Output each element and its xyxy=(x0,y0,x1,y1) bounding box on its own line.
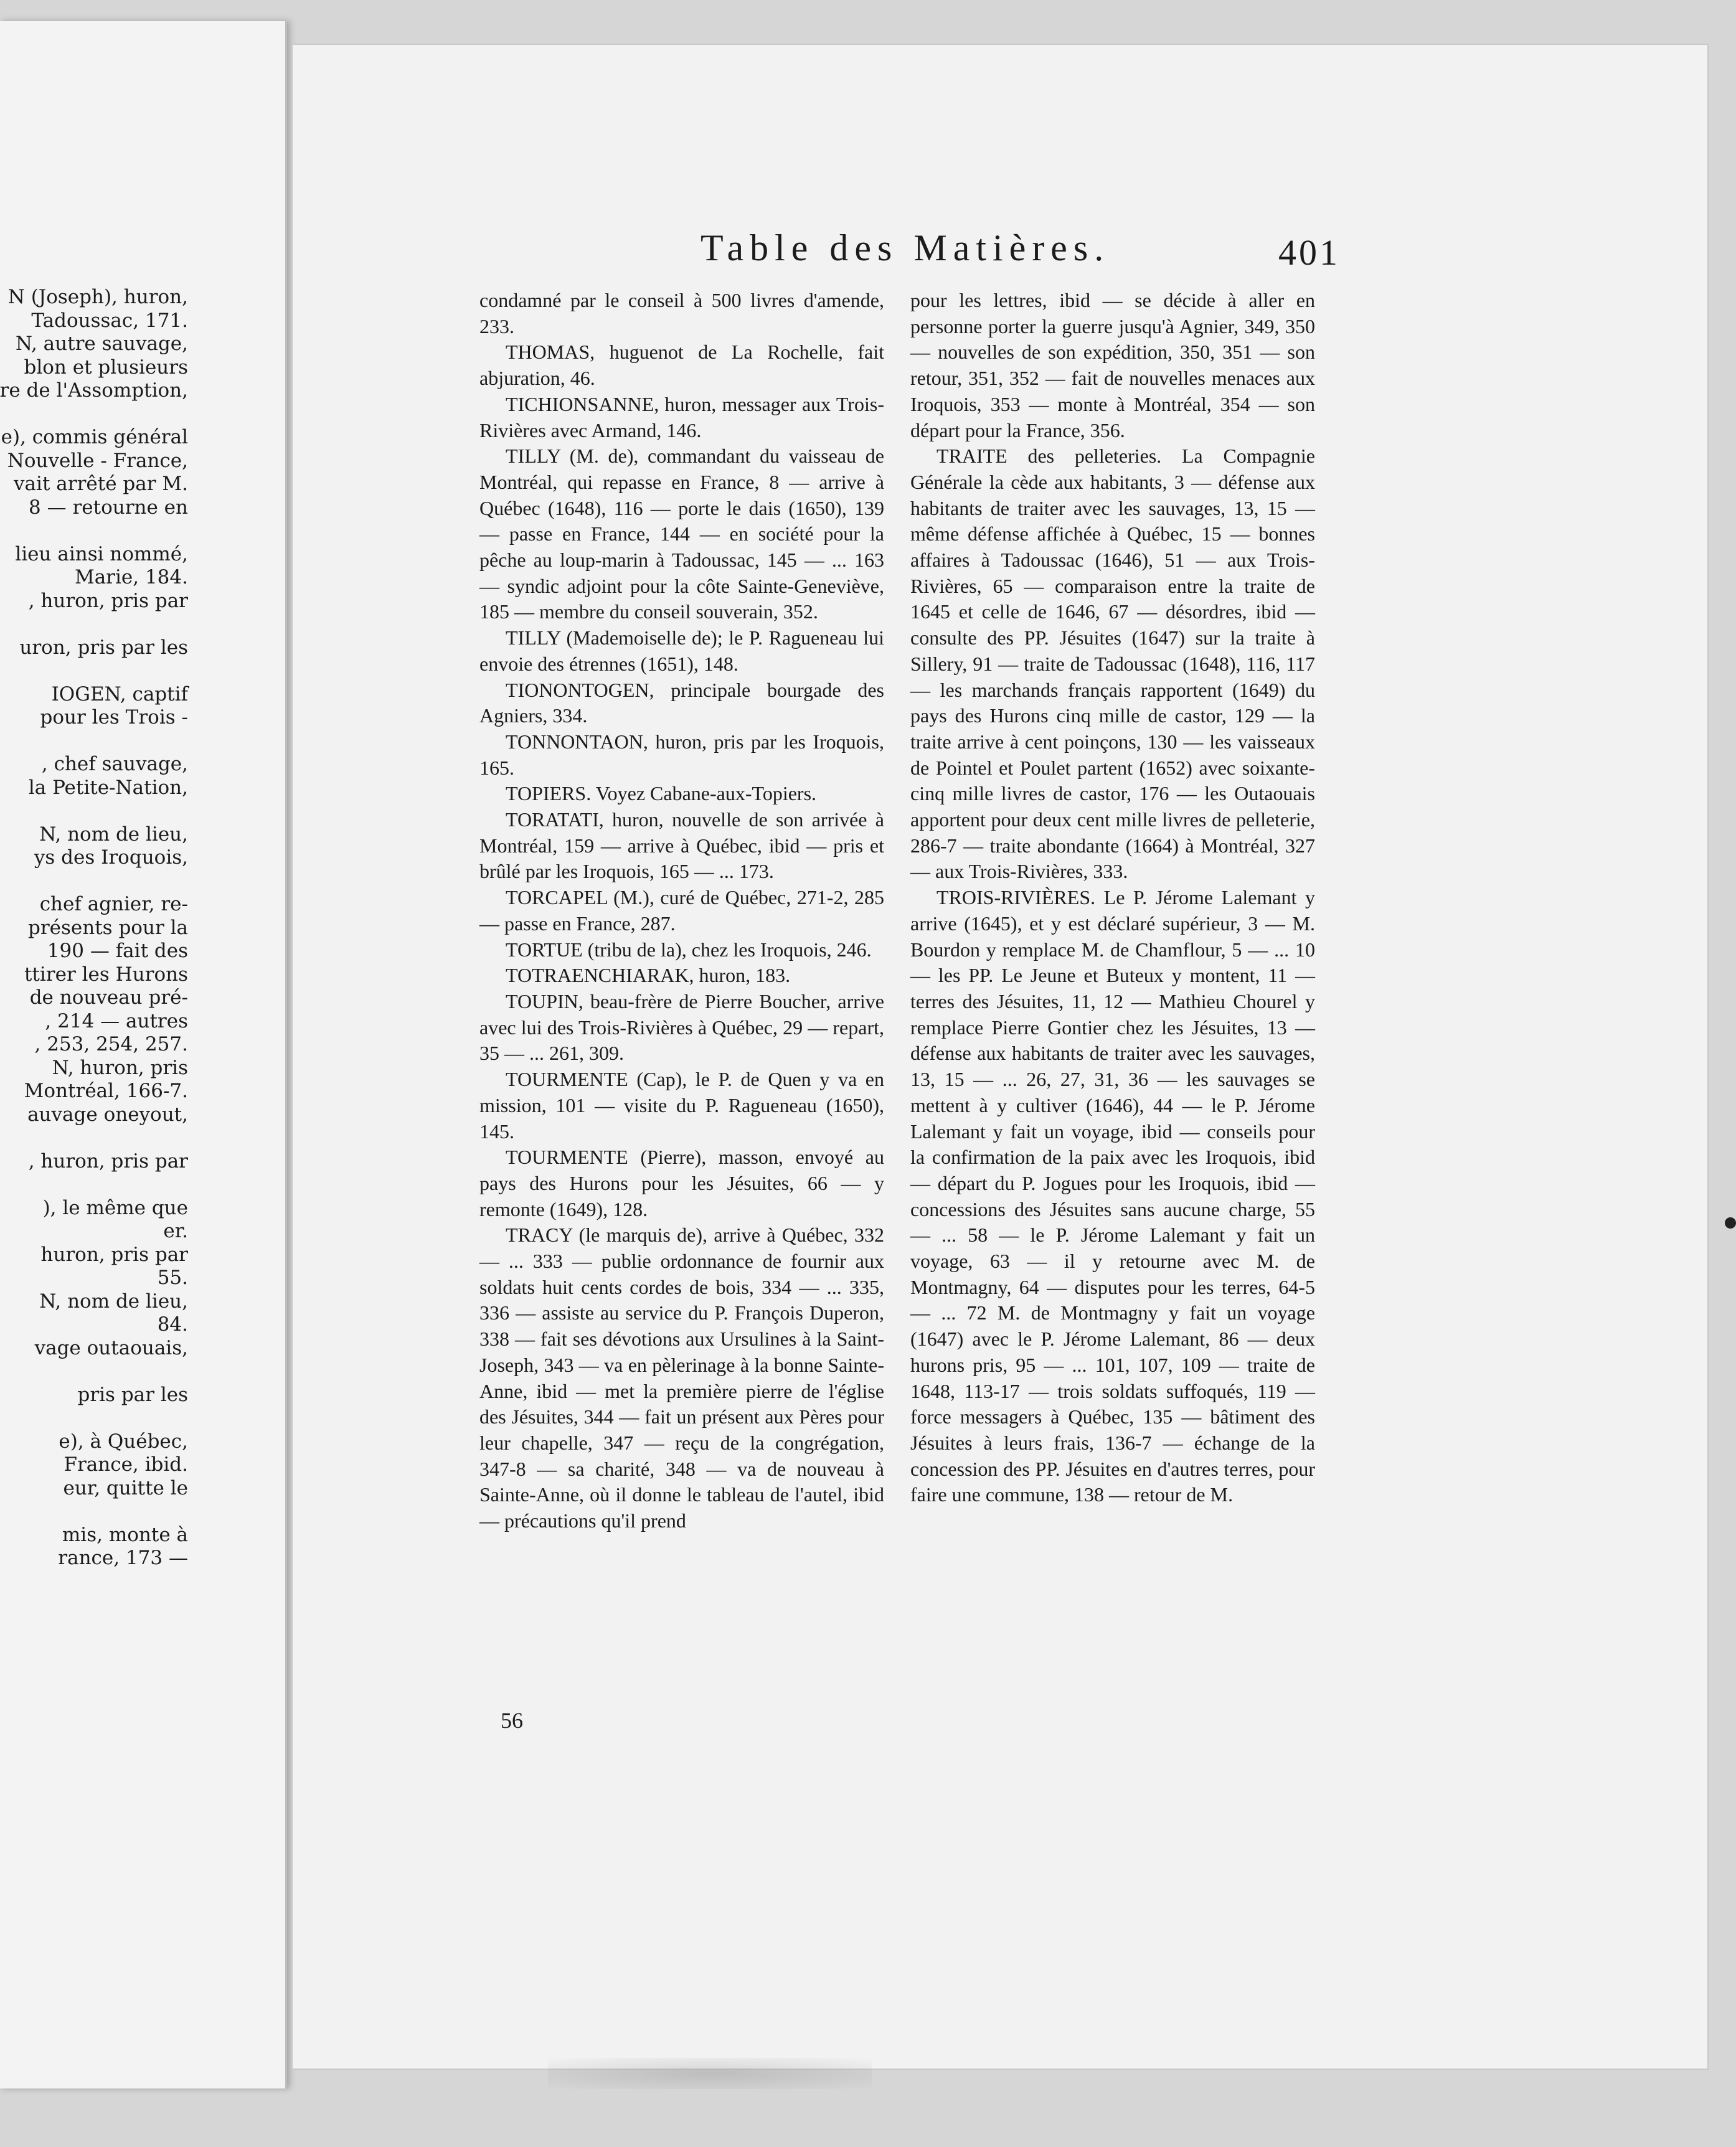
left-fragment-line: ), le même que xyxy=(42,1196,188,1219)
index-entry: TOURMENTE (Cap), le P. de Quen y va en mission, 101 — visite du P. Ragueneau (1650), 145. xyxy=(479,1068,884,1143)
left-fragment-line: mis, monte à xyxy=(62,1523,188,1546)
left-fragment-line xyxy=(0,800,287,823)
index-entry: TROIS-RIVIÈRES. Le P. Jérome Lalemant y arrive (1645), et y est déclaré supérieur, 3 — M. Bourdon y remplace M. de Chamflour, 5 — ... 10 — les PP. Le Jeune et Buteux y montent, 11 — terres des Jésuites, 11, 12 — Mathieu Chourel y remplace Pierre Gontier chez les Jésuites, 13 — défense aux habitants de traiter avec les sauvages, 13, 15 — ... 26, 27, 31, 36 — les sauvages se mettent à y cultiver (1646), 44 — le P. Jérome Lalemant y fait un voyage, ibid — conseils pour la confirmation de la paix avec les Iroquois, ibid — départ du P. Jogues pour les Iroquois, ibid — concessions des Jésuites sans aucune charge, 55 — ... 58 — le P. Jérome Lalemant y fait un voyage, 63 — il y retourne avec M. de Montmagny, 64 — disputes pour les terres, 64-5 — ... 72 M. de Montmagny y fait un voyage (1647) avec le P. Jérome Lalemant, 86 — deux hurons pris, 95 — ... 101, 107, 109 — traite de 1648, 113-17 — trois soldats suffoqués, 119 — force messagers à Québec, 135 — bâtiment des Jésuites à leurs frais, 136-7 — échange de la concession des PP. Jésuites en d'autres terres, pour faire une commune, 138 — retour de M. xyxy=(910,886,1315,1506)
index-entry: TILLY (Mademoiselle de); le P. Ragueneau lui envoie des étrennes (1651), 148. xyxy=(479,626,884,675)
left-fragment-line: e), commis général xyxy=(1,426,188,448)
left-fragment-line xyxy=(0,403,287,427)
left-fragment-line: pour les Trois - xyxy=(40,706,188,729)
left-fragment-line: de nouveau pré- xyxy=(29,986,188,1009)
scan-edge-mark xyxy=(1725,1217,1736,1229)
left-fragment-line: , 253, 254, 257. xyxy=(34,1033,188,1055)
index-entry: TONNONTAON, huron, pris par les Iroquois, 165. xyxy=(479,730,884,779)
left-fragment-line: e), à Québec, xyxy=(59,1430,188,1453)
left-fragment-line: er. xyxy=(163,1220,188,1242)
index-entry: TIONONTOGEN, principale bourgade des Agniers, 334. xyxy=(479,678,884,727)
left-fragment-line: Montréal, 166-7. xyxy=(24,1080,188,1102)
left-fragment-line: ys des Iroquois, xyxy=(34,846,188,869)
left-fragment-line: eur, quitte le xyxy=(63,1476,188,1499)
left-fragment-line: pris par les xyxy=(77,1383,188,1406)
left-fragment-line: lieu ainsi nommé, xyxy=(15,542,188,565)
left-fragment-line: vage outaouais, xyxy=(34,1336,188,1359)
left-fragment-line: uron, pris par les xyxy=(19,636,188,659)
index-entry: TORTUE (tribu de la), chez les Iroquois, 246. xyxy=(506,938,872,961)
left-fragment-line: , huron, pris par xyxy=(28,1149,188,1173)
left-fragment-line: vait arrêté par M. xyxy=(14,473,188,495)
left-fragment-line xyxy=(0,1360,287,1384)
left-fragment-line xyxy=(0,1500,287,1524)
left-fragment-line: N, autre sauvage, xyxy=(15,333,188,355)
left-fragment-line xyxy=(0,1173,287,1197)
running-title: Table des Matières. xyxy=(701,227,1110,268)
index-entry: TOTRAENCHIARAK, huron, 183. xyxy=(506,964,791,987)
left-fragment-line: 8 — retourne en xyxy=(29,496,188,519)
left-fragment-line: 55. xyxy=(157,1267,188,1289)
page-header xyxy=(293,227,1707,283)
index-entry: TORCAPEL (M.), curé de Québec, 271-2, 285 — passe en France, 287. xyxy=(479,886,884,935)
signature-mark: 56 xyxy=(501,1708,523,1733)
left-fragment-line: France, ibid. xyxy=(64,1453,188,1476)
left-fragment-line: , chef sauvage, xyxy=(41,753,188,775)
left-fragment-line xyxy=(0,1407,287,1430)
left-fragment-line: N, huron, pris xyxy=(52,1056,188,1079)
right-page xyxy=(291,44,1709,2070)
left-fragment-line: Tadoussac, 171. xyxy=(31,309,188,332)
page-number: 401 xyxy=(1278,232,1340,273)
left-page-text-column xyxy=(0,286,287,1570)
left-fragment-line: ttirer les Hurons xyxy=(24,963,188,986)
left-fragment-line: présents pour la xyxy=(28,916,188,939)
left-fragment-line: N (Joseph), huron, xyxy=(7,286,188,308)
index-column-right xyxy=(910,288,1315,1508)
left-fragment-line xyxy=(0,1126,287,1150)
index-entry: TOUPIN, beau-frère de Pierre Boucher, arrive avec lui des Trois-Rivières à Québec, 29 — repart, 35 — ... 261, 309. xyxy=(479,989,884,1065)
index-entry: TICHIONSANNE, huron, messager aux Trois-Rivières avec Armand, 146. xyxy=(479,392,884,441)
left-fragment-line: 84. xyxy=(157,1313,188,1336)
scan-smudge xyxy=(548,2058,872,2089)
left-fragment-line: Marie, 184. xyxy=(74,566,188,588)
left-page-fragment xyxy=(0,21,287,2088)
left-fragment-line: huron, pris par xyxy=(40,1243,188,1266)
index-entry: TOPIERS. Voyez Cabane-aux-Topiers. xyxy=(506,782,817,805)
left-fragment-line: N, nom de lieu, xyxy=(39,823,188,846)
left-fragment-line: , 214 — autres xyxy=(45,1009,188,1032)
index-entry: TOURMENTE (Pierre), masson, envoyé au pays des Hurons pour les Jésuites, 66 — y remonte (1649), 128. xyxy=(479,1146,884,1220)
left-fragment-line: blon et plusieurs xyxy=(24,356,188,379)
left-fragment-line xyxy=(0,730,287,753)
left-fragment-line: auvage oneyout, xyxy=(27,1103,188,1126)
left-fragment-line: chef agnier, re- xyxy=(39,893,188,915)
index-entry: TRAITE des pelleteries. La Compagnie Générale la cède aux habitants, 3 — défense aux habitants de traiter avec les sauvages, 13, 15 — même défense affichée à Québec, 15 — bonnes affaires à Tadoussac (1646), 51 — aux Trois-Rivières, 65 — comparaison entre la traite de 1645 et celle de 1646, 67 — désordres, ibid — consulte des PP. Jésuites (1647) sur la traite à Sillery, 91 — traite de Tadoussac (1648), 116, 117 — les marchands français rapportent (1649) du pays des Hurons cinq mille de castor, 129 — la traite arrive à cent poinçons, 130 — les vaisseaux de Pointel et Poulet partent (1652) avec soixante-cinq mille livres de castor, 176 — les Outaouais apportent pour deux cent mille livres de pelleterie, 286-7 — traite abondante (1664) à Montréal, 327 — aux Trois-Rivières, 333. xyxy=(910,445,1315,883)
index-entry: TILLY (M. de), commandant du vaisseau de Montréal, qui repasse en France, 8 — arrive à Québec (1648), 116 — porte le dais (1650), 139 — passe en France, 144 — en société pour la pêche au loup-marin à Tadoussac, 145 — ... 163 — syndic adjoint pour la côte Sainte-Geneviève, 185 — membre du conseil souverain, 352. xyxy=(479,445,884,623)
left-fragment-line: re de l'Assomption, xyxy=(0,379,188,402)
index-entry: TRACY (le marquis de), arrive à Québec, 332 — ... 333 — publie ordonnance de fournir aux soldats huit cents cordes de bois, 334 — ... 335, 336 — assiste au service du P. François Duperon, 338 — fait ses dévotions aux Ursulines à la Saint-Joseph, 343 — va en pèlerinage à la bonne Sainte-Anne, ibid — met la première pierre de l'église des Jésuites, 344 — fait un présent aux Pères pour leur chapelle, 347 — reçu de la congrégation, 347-8 — sa charité, 348 — va de nouveau à Sainte-Anne, où il donne le tableau de l'autel, ibid — précautions qu'il prend xyxy=(479,1224,884,1532)
left-fragment-line: 190 — fait des xyxy=(47,940,188,962)
index-entry: pour les lettres, ibid — se décide à aller en personne porter la guerre jusqu'à Agnier, 349, 350 — nouvelles de son expédition, 350, 351 — son retour, 351, 352 — fait de nouvelles menaces aux Iroquois, 353 — monte à Montréal, 354 — son départ pour la France, 356. xyxy=(910,289,1315,441)
left-fragment-line xyxy=(0,659,287,683)
left-fragment-line: rance, 173 — xyxy=(58,1547,188,1569)
index-entry: TORATATI, huron, nouvelle de son arrivée à Montréal, 159 — arrive à Québec, ibid — pris et brûlé par les Iroquois, 165 — ... 173. xyxy=(479,808,884,883)
index-column-left xyxy=(479,288,884,1534)
left-fragment-line xyxy=(0,870,287,894)
left-fragment-line: Nouvelle - France, xyxy=(7,449,188,472)
left-fragment-line: N, nom de lieu, xyxy=(39,1290,188,1313)
left-fragment-line: IOGEN, captif xyxy=(51,682,188,705)
index-entry: THOMAS, huguenot de La Rochelle, fait abjuration, 46. xyxy=(479,341,884,390)
left-fragment-line xyxy=(0,519,287,543)
left-fragment-line: , huron, pris par xyxy=(28,589,188,612)
index-entry: condamné par le conseil à 500 livres d'amende, 233. xyxy=(479,289,884,337)
left-fragment-line: la Petite-Nation, xyxy=(28,776,188,799)
left-fragment-line xyxy=(0,613,287,636)
